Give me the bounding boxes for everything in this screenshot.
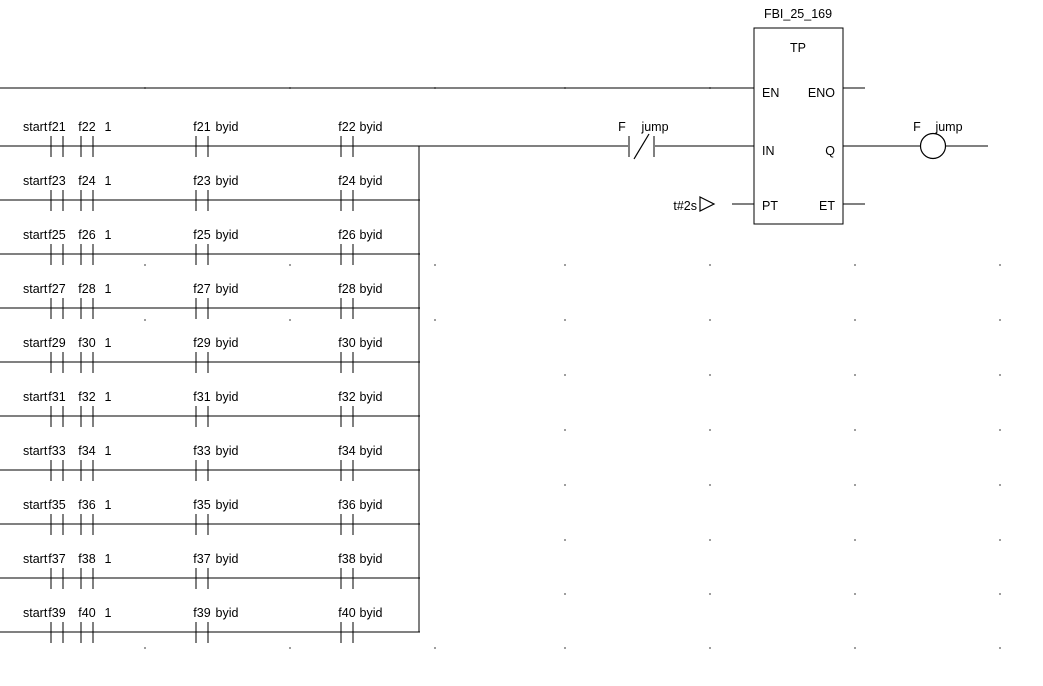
rung-1[interactable] <box>0 190 420 211</box>
function-block-output-q: Q <box>825 144 835 158</box>
rung-1-label-3: 1 <box>104 174 112 188</box>
rung-6-label-4: f33 <box>193 444 211 458</box>
rung-1-label-6: f24 <box>338 174 356 188</box>
rung-9-label-0: start <box>23 606 48 620</box>
rung-8-label-4: f37 <box>193 552 211 566</box>
function-block-input-pt: PT <box>762 199 778 213</box>
rung-9-label-2: f40 <box>78 606 96 620</box>
rung-3-label-7: byid <box>359 282 383 296</box>
negated-contact-f-jump[interactable] <box>629 134 654 159</box>
background-grid-dots <box>144 87 1001 649</box>
rung-2[interactable] <box>0 244 420 265</box>
rung-4-label-3: 1 <box>104 336 112 350</box>
rung-3[interactable] <box>0 298 420 319</box>
rung-7-label-6: f36 <box>338 498 356 512</box>
rung-7-label-2: f36 <box>78 498 96 512</box>
rung-2-label-7: byid <box>359 228 383 242</box>
rung-2-label-1: f25 <box>48 228 66 242</box>
rung-1-label-4: f23 <box>193 174 211 188</box>
rung-7-label-0: start <box>23 498 48 512</box>
rung-6-label-1: f33 <box>48 444 66 458</box>
rung-9-label-1: f39 <box>48 606 66 620</box>
rung-1-label-2: f24 <box>78 174 96 188</box>
rung-5-label-6: f32 <box>338 390 356 404</box>
rung-4-label-0: start <box>23 336 48 350</box>
rung-4-label-2: f30 <box>78 336 96 350</box>
rung-2-label-3: 1 <box>104 228 112 242</box>
rung-7-label-1: f35 <box>48 498 66 512</box>
rung-4-label-4: f29 <box>193 336 211 350</box>
rung-3-label-0: start <box>23 282 48 296</box>
rung-8-label-1: f37 <box>48 552 66 566</box>
function-block-input-in: IN <box>762 144 775 158</box>
rung-5-label-2: f32 <box>78 390 96 404</box>
function-block-tp[interactable] <box>700 28 865 224</box>
function-block-input-en: EN <box>762 86 780 100</box>
rung-0-label-2: f22 <box>78 120 96 134</box>
rung-6[interactable] <box>0 460 420 481</box>
function-block-pt-value: t#2s <box>673 199 697 213</box>
rung-2-label-5: byid <box>215 228 239 242</box>
rung-7-label-5: byid <box>215 498 239 512</box>
rung-0-label-4: f21 <box>193 120 211 134</box>
function-block-output-et: ET <box>819 199 835 213</box>
rung-5-label-5: byid <box>215 390 239 404</box>
rung-8[interactable] <box>0 568 420 589</box>
rung-1-label-1: f23 <box>48 174 66 188</box>
rung-5-label-4: f31 <box>193 390 211 404</box>
rung-3-label-6: f28 <box>338 282 356 296</box>
rung-2-label-6: f26 <box>338 228 356 242</box>
rung-4-label-7: byid <box>359 336 383 350</box>
function-block-instance-name: FBI_25_169 <box>763 7 833 21</box>
rung-9-label-5: byid <box>215 606 239 620</box>
rung-6-label-5: byid <box>215 444 239 458</box>
negated-contact-label-top: F <box>618 120 626 134</box>
rung-3-label-2: f28 <box>78 282 96 296</box>
rung-3-label-1: f27 <box>48 282 66 296</box>
rung-6-label-2: f34 <box>78 444 96 458</box>
rung-7-label-3: 1 <box>104 498 112 512</box>
rung-7-label-4: f35 <box>193 498 211 512</box>
rung-6-label-3: 1 <box>104 444 112 458</box>
coil-label-top: F <box>913 120 921 134</box>
rung-1-label-7: byid <box>359 174 383 188</box>
rung-0-label-7: byid <box>359 120 383 134</box>
rung-9-label-7: byid <box>359 606 383 620</box>
rung-3-label-3: 1 <box>104 282 112 296</box>
rung-8-label-0: start <box>23 552 48 566</box>
rung-9-label-4: f39 <box>193 606 211 620</box>
rung-2-label-0: start <box>23 228 48 242</box>
rung-8-label-6: f38 <box>338 552 356 566</box>
rung-9-label-6: f40 <box>338 606 356 620</box>
rung-4-label-1: f29 <box>48 336 66 350</box>
rung-4[interactable] <box>0 352 420 373</box>
rung-8-label-2: f38 <box>78 552 96 566</box>
rung-5-label-1: f31 <box>48 390 66 404</box>
rung-9[interactable] <box>0 622 420 643</box>
rung-5[interactable] <box>0 406 420 427</box>
rung-9-label-3: 1 <box>104 606 112 620</box>
function-block-type-name: TP <box>790 41 806 55</box>
rung-6-label-0: start <box>23 444 48 458</box>
rung-1-label-5: byid <box>215 174 239 188</box>
rung-3-label-4: f27 <box>193 282 211 296</box>
rung-0-label-0: start <box>23 120 48 134</box>
rung-6-label-6: f34 <box>338 444 356 458</box>
rung-8-label-3: 1 <box>104 552 112 566</box>
rung-5-label-7: byid <box>359 390 383 404</box>
negated-contact-label-bottom: jump <box>641 120 669 134</box>
coil-label-bottom: jump <box>935 120 963 134</box>
rung-6-label-7: byid <box>359 444 383 458</box>
rung-7-label-7: byid <box>359 498 383 512</box>
rung-2-label-2: f26 <box>78 228 96 242</box>
rung-7[interactable] <box>0 514 420 535</box>
rung-2-label-4: f25 <box>193 228 211 242</box>
coil-output-wire <box>865 134 988 159</box>
rung-5-label-0: start <box>23 390 48 404</box>
rung-4-label-6: f30 <box>338 336 356 350</box>
rung-8-label-7: byid <box>359 552 383 566</box>
rung-4-label-5: byid <box>215 336 239 350</box>
rung-0-label-6: f22 <box>338 120 356 134</box>
rung-3-label-5: byid <box>215 282 239 296</box>
rung-0-label-3: 1 <box>104 120 112 134</box>
rung-0-label-5: byid <box>215 120 239 134</box>
rung-8-label-5: byid <box>215 552 239 566</box>
function-block-output-eno: ENO <box>807 86 835 100</box>
rung-1-label-0: start <box>23 174 48 188</box>
rung-0-label-1: f21 <box>48 120 66 134</box>
rung-5-label-3: 1 <box>104 390 112 404</box>
rung-0[interactable] <box>0 136 420 157</box>
